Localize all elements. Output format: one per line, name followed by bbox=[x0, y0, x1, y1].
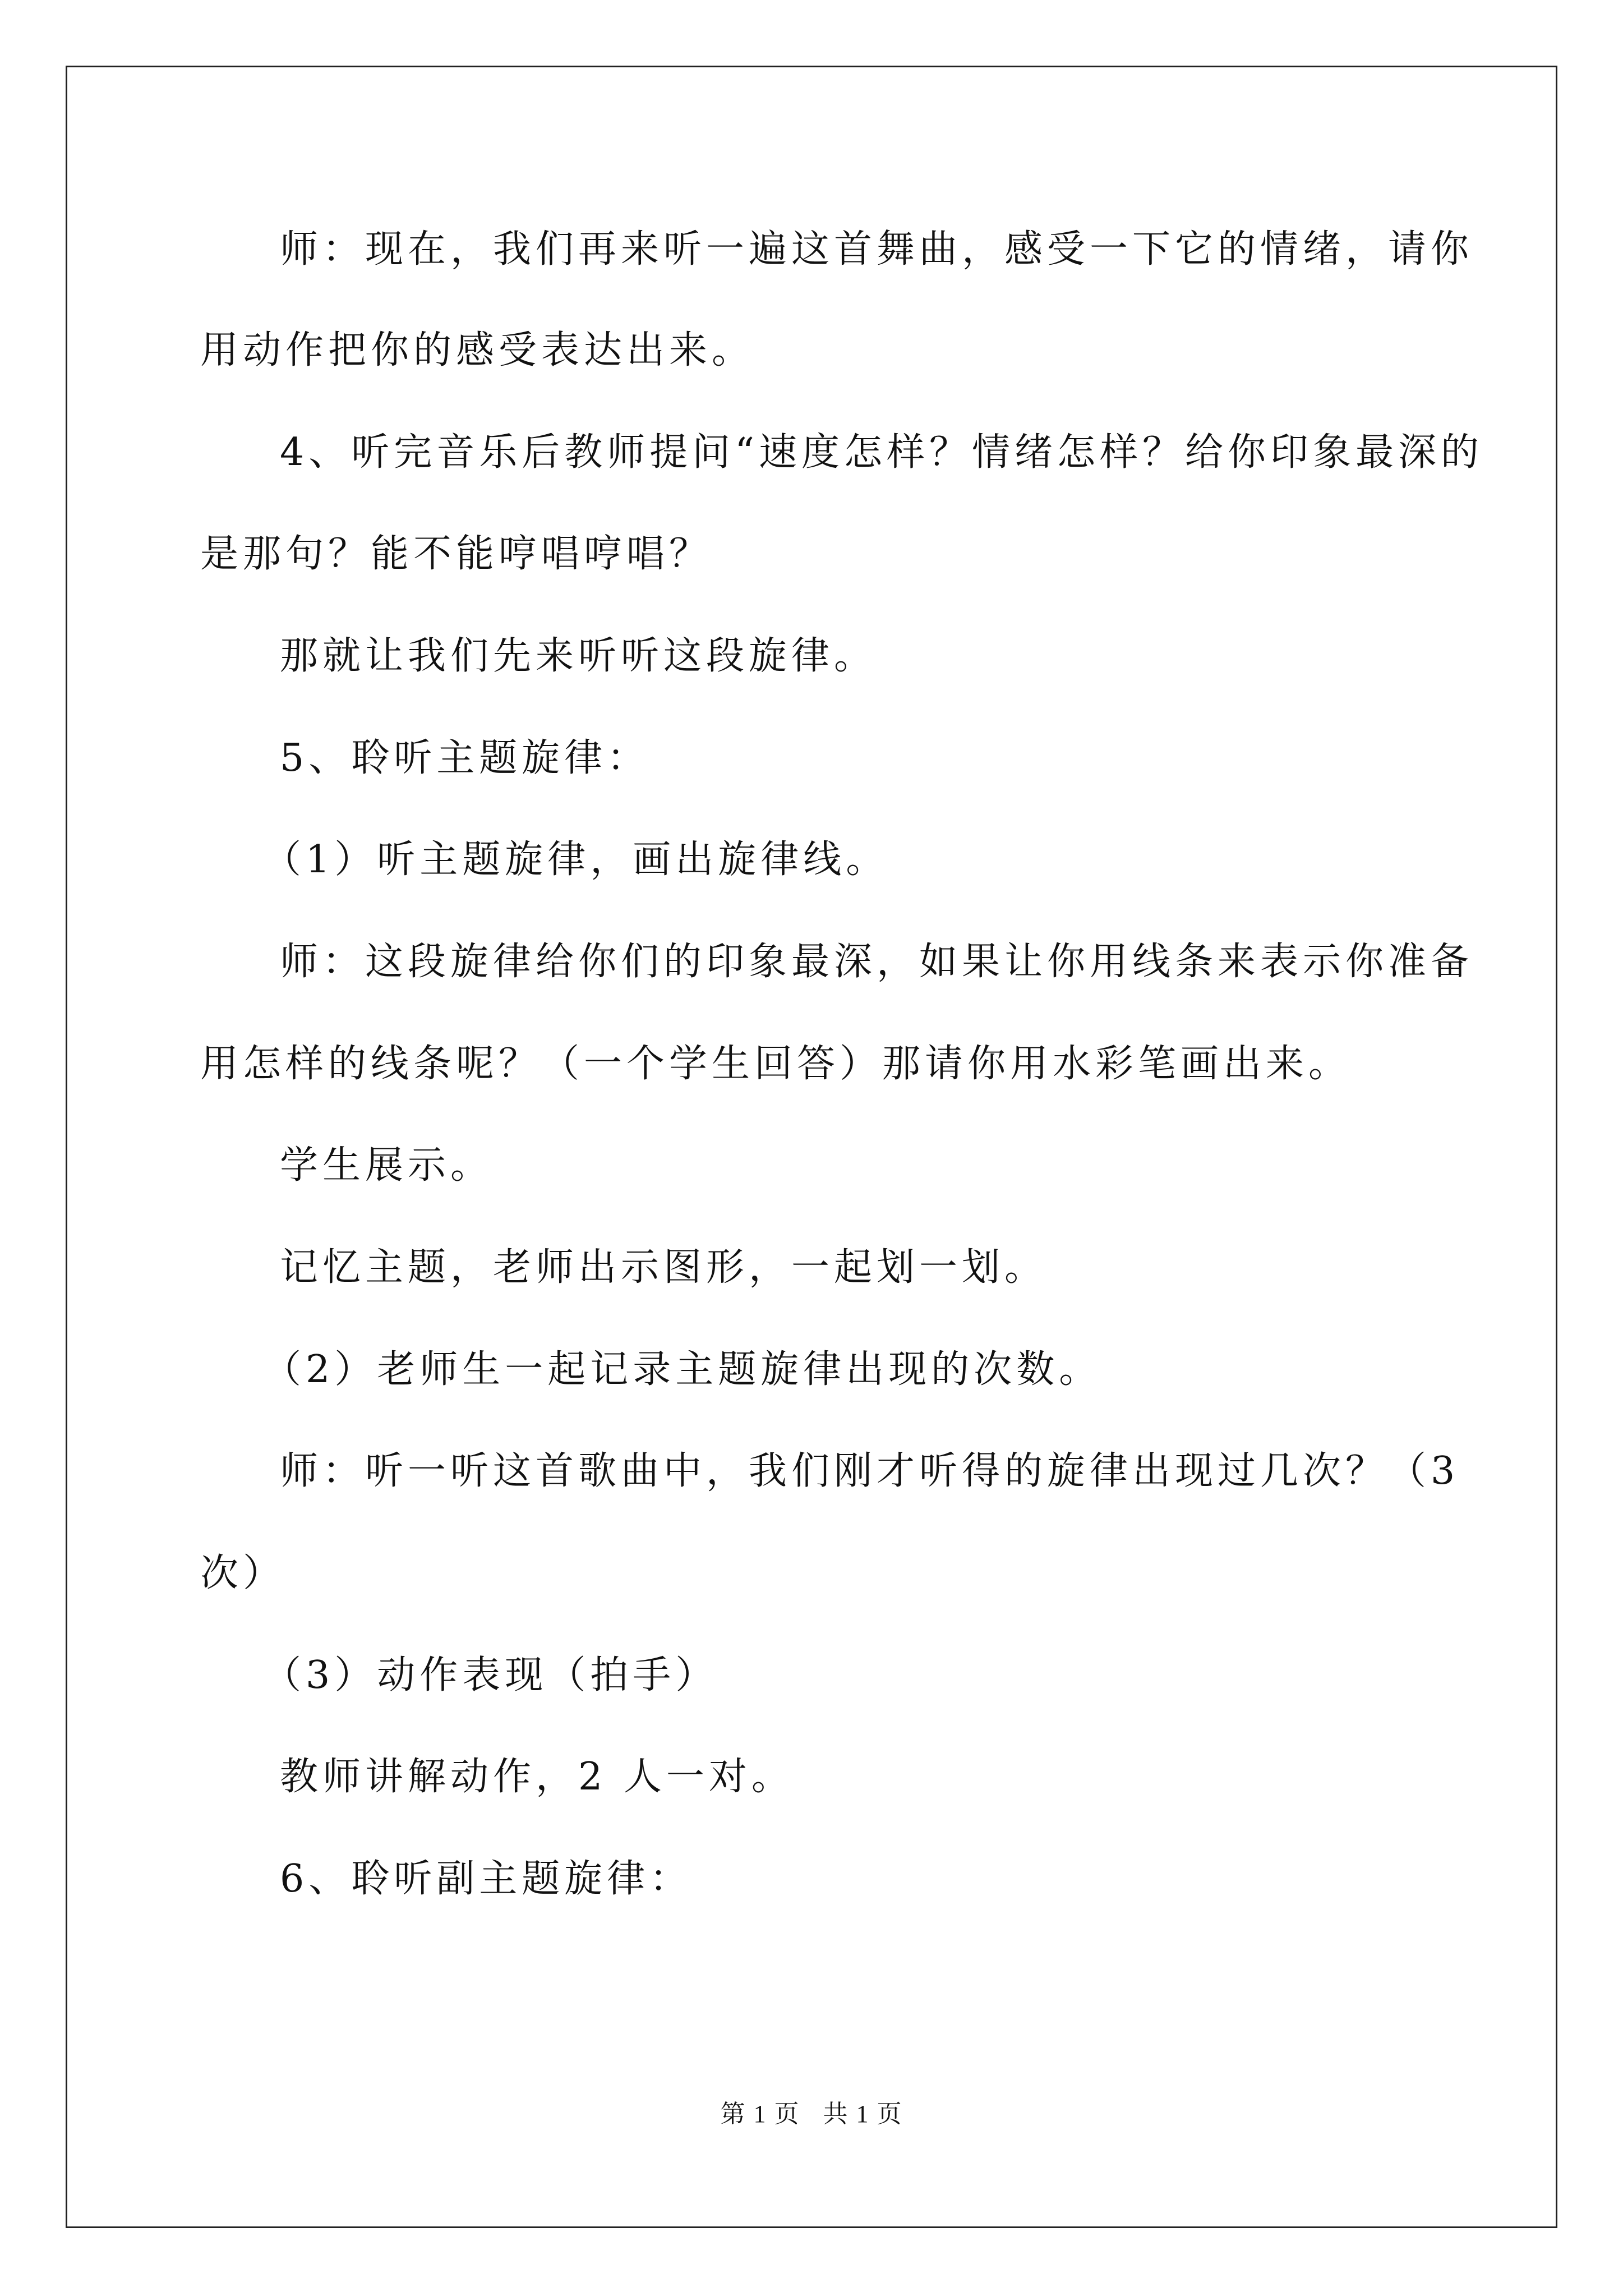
paragraph-line: 学生展示。 bbox=[280, 1143, 494, 1188]
paragraph-line: 次） bbox=[200, 1551, 286, 1595]
paragraph-line: 5、聆听主题旋律： bbox=[280, 736, 650, 780]
paragraph-line: 用怎样的线条呢？（一个学生回答）那请你用水彩笔画出来。 bbox=[200, 1042, 1352, 1086]
paragraph-line: 教师讲解动作，2 人一对。 bbox=[280, 1755, 794, 1799]
paragraph-line: 师：听一听这首歌曲中，我们刚才听得的旋律出现过几次？（3 bbox=[280, 1449, 1460, 1493]
paragraph-line: 那就让我们先来听听这段旋律。 bbox=[280, 634, 877, 678]
page-number: 第 1 页 bbox=[720, 2100, 800, 2128]
paragraph-line: 用动作把你的感受表达出来。 bbox=[200, 328, 755, 372]
paragraph-line: 6、聆听副主题旋律： bbox=[280, 1857, 693, 1901]
paragraph-line: （1）听主题旋律，画出旋律线。 bbox=[263, 838, 889, 882]
paragraph-line: （2）老师生一起记录主题旋律出现的次数。 bbox=[263, 1347, 1102, 1392]
paragraph-line: 师：这段旋律给你们的印象最深，如果让你用线条来表示你准备 bbox=[280, 940, 1474, 984]
paragraph-line: 是那句？能不能哼唱哼唱？ bbox=[200, 532, 712, 576]
paragraph-line: （3）动作表现（拍手） bbox=[263, 1653, 718, 1697]
page-footer bbox=[0, 2093, 1623, 2129]
page-total: 共 1 页 bbox=[823, 2100, 903, 2128]
paragraph-line: 记忆主题，老师出示图形，一起划一划。 bbox=[280, 1245, 1048, 1290]
paragraph-line: 师：现在，我们再来听一遍这首舞曲，感受一下它的情绪，请你 bbox=[280, 227, 1474, 272]
paragraph-line: 4、听完音乐后教师提问“速度怎样？情绪怎样？给你印象最深的 bbox=[280, 430, 1484, 475]
